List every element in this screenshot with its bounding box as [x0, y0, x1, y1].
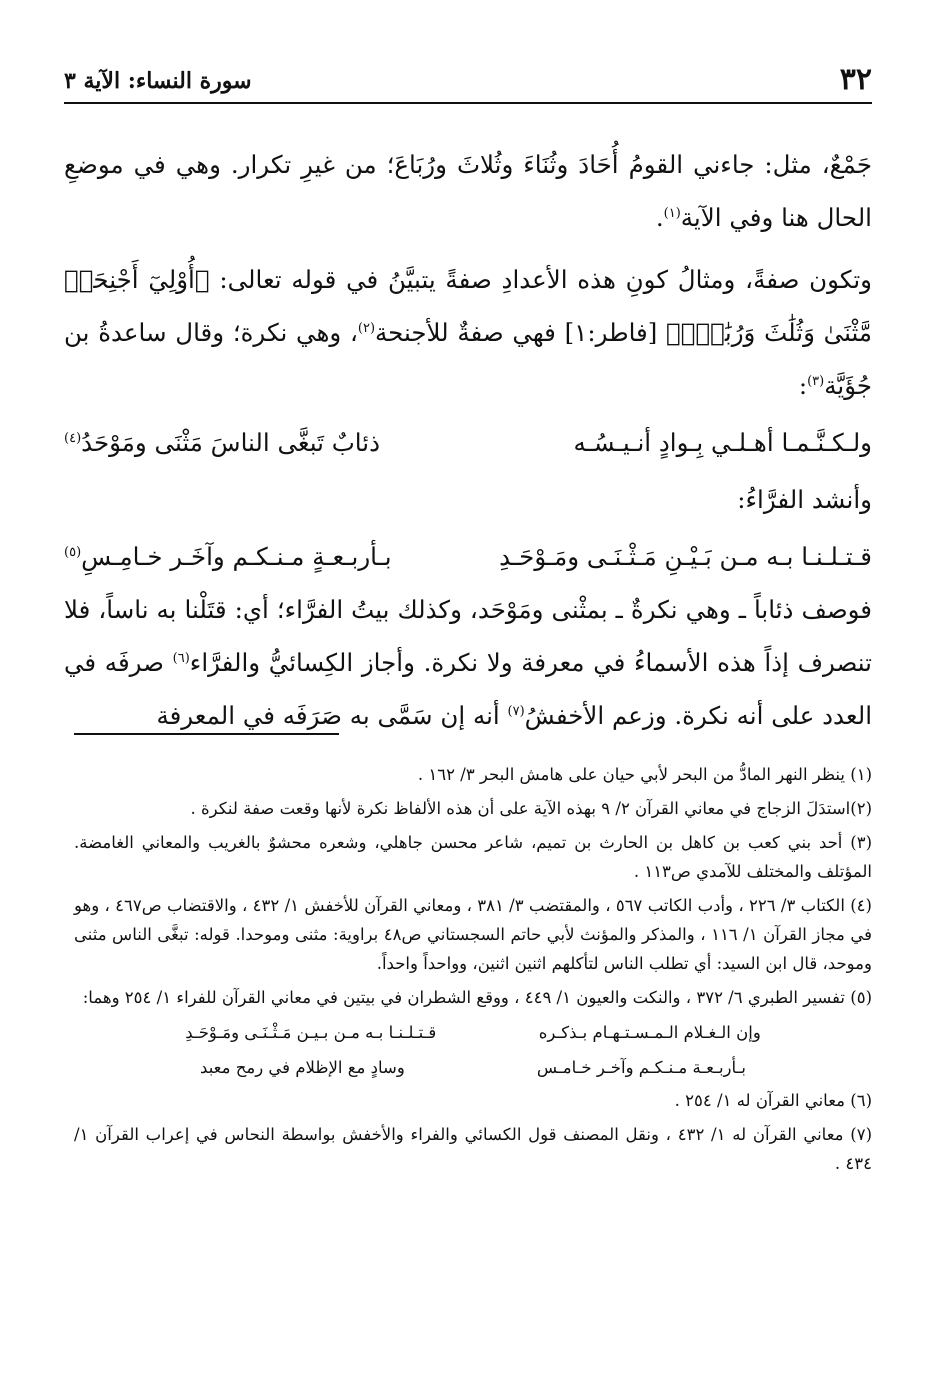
poetry-verse-2 [64, 530, 872, 583]
page-number: ٣٢ [839, 62, 872, 97]
footnote-5-verse-1 [134, 1018, 812, 1047]
paragraph-3-text-b: صرفَه في العدد على أنه نكرة. وزعم الأخفشُ [64, 648, 872, 730]
running-title: سورة النساء: الآية ٣ [64, 68, 252, 94]
verse-2-first-hemistich: قـتـلـنـا بـه مـن بَـيْـنِ مَـثْـنَـى ومَـوْحَـدِ [499, 542, 872, 571]
footnote-5-verse-2 [134, 1053, 812, 1082]
fn5-verse-1-right: وإن الـغـلام الـمـسـتـهـام بـذكـره [538, 1023, 761, 1042]
paragraph-1 [64, 138, 872, 244]
footnote-2: (٢)استدَلَ الزجاج في معاني القرآن ٢/ ٩ بهذه الآية على أن هذه الألفاظ نكرة لأنها وقعت صفة لنكرة . [190, 799, 872, 818]
main-text [64, 138, 872, 742]
paragraph-2-end: : [798, 371, 808, 400]
paragraph-3-text-c: أنه إن سَمَّى به صَرَفَه في المعرفة [156, 701, 508, 730]
footnotes-section [74, 733, 872, 1183]
paragraph-2-text-b: ، وهي نكرة؛ وقال ساعدةُ بن جُؤَيَّة [64, 318, 872, 400]
verse-1-first-hemistich: ولـكـنَّـمـا أهـلـي بِـوادٍ أنـيـسُـه [573, 428, 872, 457]
footnote-ref-1: (١) [663, 205, 681, 221]
footnote-5: (٥) تفسير الطبري ٦/ ٣٧٢ ، والنكت والعيون ١/ ٤٤٩ ، ووقع الشطران في بيتين في معاني القرآن للفراء ١/ ٢٥٤ وهما: [82, 988, 872, 1007]
footnote-7: (٧) معاني القرآن له ١/ ٤٣٢ ، ونقل المصنف قول الكسائي والفراء والأخفش بواسطة النحاس في إعراب القرآن ١/ ٤٣٤ . [74, 1125, 872, 1173]
verse-2-second-hemistich-wrap [64, 530, 392, 583]
footnote-ref-5: (٥) [64, 544, 82, 560]
poetry-verse-1 [64, 416, 872, 469]
paragraph-2-text-a: وتكون صفةً، ومثالُ كونِ هذه الأعدادِ صفةً يتبيَّنُ في قوله تعالى: ﴿أُوْلِيٓ أَجْنِحَةٖ مَّثْنَىٰ وَثُلَٰثَ وَرُبَٰعَۚ﴾ [فاطر:١] فهي صفةٌ للأجنحة [64, 265, 872, 347]
footnote-ref-2: (٢) [357, 320, 376, 336]
fn5-verse-1-left: قـتـلـنـا بـه مـن بـيـن مَـثْـنَـى ومَـوْحَـدِ [185, 1023, 437, 1042]
footnote-ref-7: (٧) [507, 703, 525, 719]
page-header [64, 58, 872, 104]
fn5-verse-2-left: وسادٍ مع الإظلام في رمح معبد [200, 1058, 405, 1077]
farra-intro: وأنشد الفرَّاءُ: [737, 485, 872, 514]
verse-1-second-hemistich-wrap [64, 416, 380, 469]
fn5-verse-2-right: بـأربـعـة مـنـكـم وآخـر خـامـس [536, 1058, 746, 1077]
verse-1-second-hemistich: ذئابٌ تَبغَّى الناسَ مَثْنَى ومَوْحَدُ [81, 428, 380, 457]
paragraph-3-text-a: فوصف ذئاباً ـ وهي نكرةٌ ـ بمثْنى ومَوْحَد، وكذلك بيتُ الفرَّاء؛ أي: قتَلْنا به ناساً، فلا تنصرف إذاً هذه الأسماءُ في معرفة ولا نكرة. وأجاز الكِسائيُّ والفرَّاء [64, 595, 872, 677]
footnote-ref-3: (٣) [807, 373, 825, 389]
verse-2-second-hemistich: بـأربـعـةٍ مـنـكـم وآخَـر خـامِـسِ [81, 542, 392, 571]
paragraph-2 [64, 253, 872, 412]
footnote-separator [74, 733, 339, 735]
footnote-4: (٤) الكتاب ٣/ ٢٢٦ ، وأدب الكاتب ٥٦٧ ، والمقتضب ٣/ ٣٨١ ، ومعاني القرآن للأخفش ١/ ٤٣٢ ، والاقتضاب ص٤٦٧ ، وهو في مجاز القرآن ١/ ١١٦ ، والمذكر والمؤنث لأبي حاتم السجستاني ص٤٨ براوية: مثنى وموحدا. قوله: تبغَّى الناس مثنى وموحد، قال ابن السيد: أي تطلب الناس لتأكلهم اثنين اثنين، وواحداً واحداً. [74, 896, 873, 973]
footnote-6: (٦) معاني القرآن له ١/ ٢٥٤ . [674, 1091, 872, 1110]
paragraph-1-text: جَمْعٌ، مثل: جاءني القومُ أُحَادَ وثُنَاءَ وثُلاثَ ورُبَاعَ؛ من غيرِ تكرار. وهي في موضعِ الحال هنا وفي الآية [64, 150, 872, 232]
paragraph-1-end: . [655, 203, 664, 232]
footnote-ref-6: (٦) [172, 650, 190, 666]
paragraph-3 [64, 583, 872, 742]
footnote-3: (٣) أحد بني كعب بن كاهل بن الحارث بن تميم، شاعر محسن جاهلي، وشعره محشوٌ بالغريب والمعاني الغامضة. المؤتلف والمختلف للآمدي ص١١٣ . [74, 833, 872, 881]
footnote-1: (١) ينظر النهر المادُّ من البحر لأبي حيان على هامش البحر ٣/ ١٦٢ . [417, 765, 872, 784]
footnote-ref-4: (٤) [64, 430, 82, 446]
